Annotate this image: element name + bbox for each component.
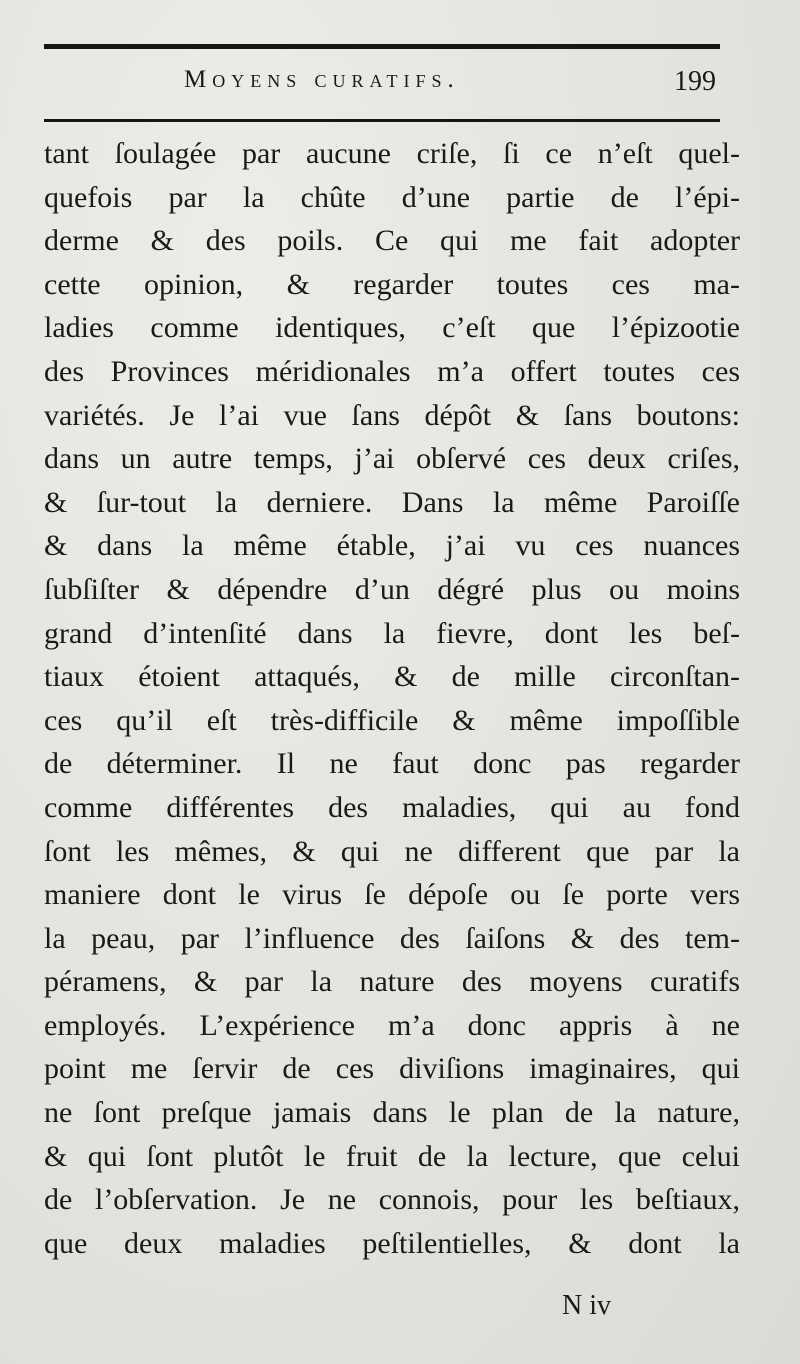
- text-line: point me ſervir de ces diviſions imaginaires, qui: [44, 1052, 740, 1086]
- text-line: la peau, par l’influence des ſaiſons & des tem-: [44, 921, 740, 955]
- text-line: ſubſiſter & dépendre d’un dégré plus ou moins: [44, 572, 740, 606]
- signature-mark: N iv: [562, 1290, 611, 1321]
- text-line: quefois par la chûte d’une partie de l’épi-: [44, 180, 740, 214]
- text-line: employés. L’expérience m’a donc appris à ne: [44, 1008, 740, 1042]
- text-line: maniere dont le virus ſe dépoſe ou ſe porte vers: [44, 878, 740, 912]
- running-head: [44, 62, 720, 106]
- text-line: cette opinion, & regarder toutes ces ma-: [44, 267, 740, 301]
- text-line: & dans la même étable, j’ai vu ces nuances: [44, 529, 740, 563]
- header-top-rule: [44, 44, 720, 49]
- text-line: tant ſoulagée par aucune criſe, ſi ce n’eſt quel-: [44, 137, 740, 170]
- text-line: grand d’intenſité dans la fievre, dont les beſ-: [44, 616, 740, 650]
- text-line: ladies comme identiques, c’eſt que l’épizootie: [44, 311, 740, 345]
- text-line: de l’obſervation. Je ne connois, pour les beſtiaux,: [44, 1183, 740, 1217]
- text-line: & qui ſont plutôt le fruit de la lecture, que celui: [44, 1139, 740, 1173]
- text-line: que deux maladies peſtilentielles, & dont la: [44, 1226, 740, 1260]
- text-line: variétés. Je l’ai vue ſans dépôt & ſans boutons:: [44, 398, 740, 432]
- text-line: de déterminer. Il ne faut donc pas regarder: [44, 747, 740, 781]
- text-line: ces qu’il eſt très-difficile & même impoſſible: [44, 703, 740, 737]
- text-line: & ſur-tout la derniere. Dans la même Paroiſſe: [44, 485, 740, 519]
- text-line: ſont les mêmes, & qui ne different que par la: [44, 834, 740, 868]
- running-title: Moyens curatifs.: [184, 66, 460, 93]
- text-line: péramens, & par la nature des moyens curatifs: [44, 965, 740, 999]
- text-line: tiaux étoient attaqués, & de mille circonſtan-: [44, 660, 740, 694]
- text-line: dans un autre temps, j’ai obſervé ces deux criſes,: [44, 442, 740, 476]
- page-number: 199: [674, 66, 716, 97]
- header-bottom-rule: [44, 119, 720, 122]
- text-line: comme différentes des maladies, qui au fond: [44, 790, 740, 824]
- text-line: des Provinces méridionales m’a offert toutes ces: [44, 354, 740, 388]
- body-text: [44, 132, 740, 1265]
- text-line: ne ſont preſque jamais dans le plan de la nature,: [44, 1096, 740, 1130]
- text-line: derme & des poils. Ce qui me fait adopter: [44, 224, 740, 258]
